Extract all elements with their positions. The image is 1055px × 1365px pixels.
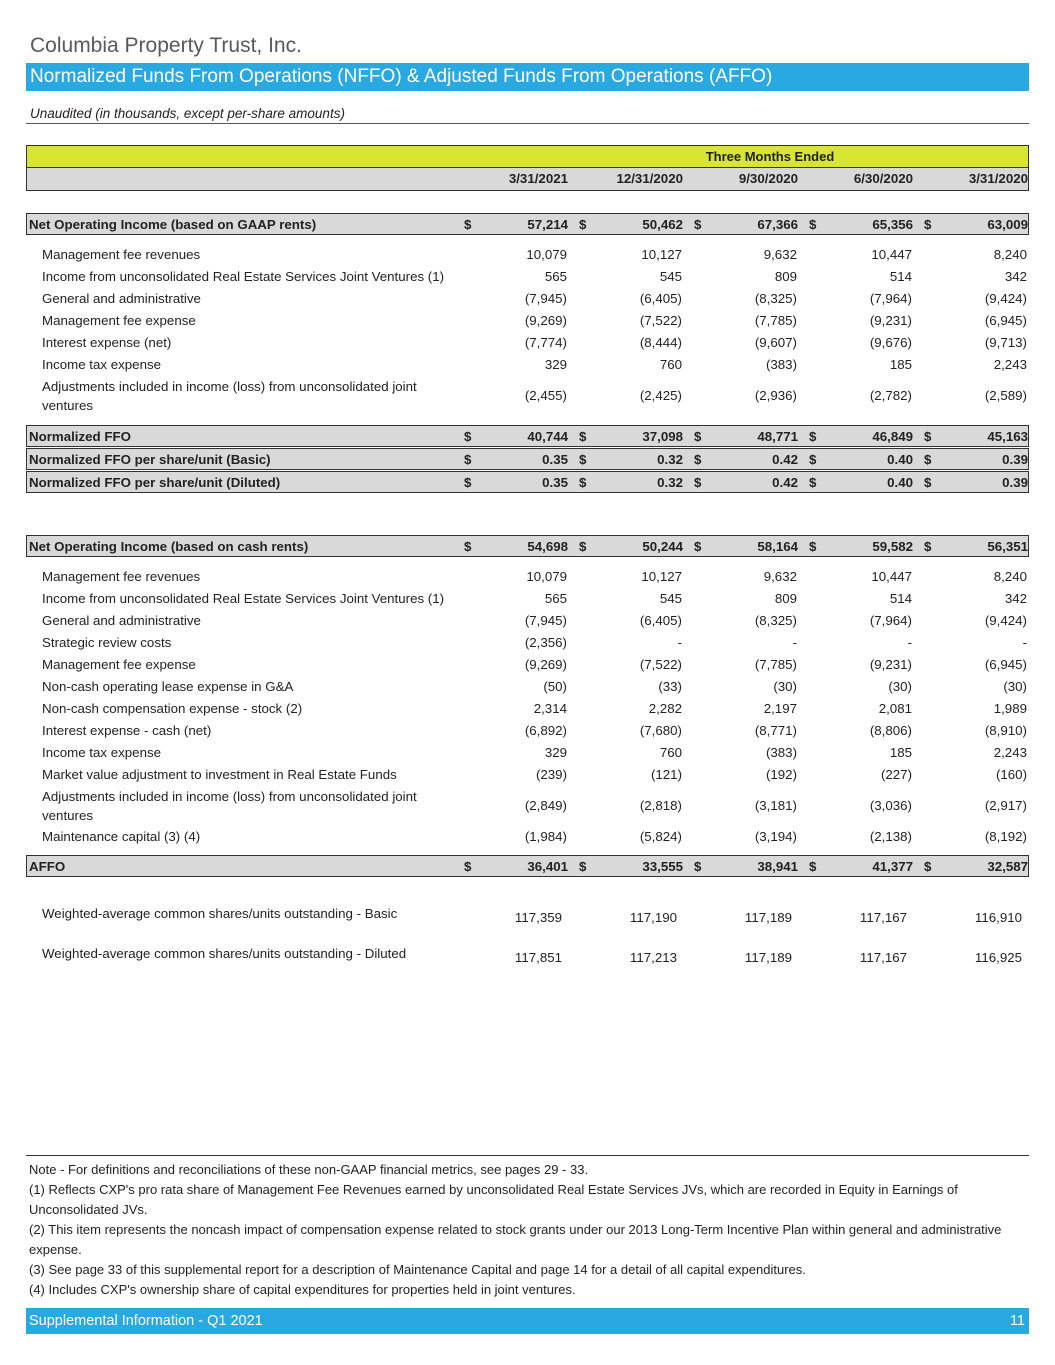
currency-symbol: $ bbox=[694, 217, 702, 232]
cell-value: 117,167 bbox=[859, 950, 907, 965]
currency-symbol: $ bbox=[579, 539, 587, 554]
row-label: Management fee expense bbox=[42, 313, 196, 328]
cell-value: (383) bbox=[765, 745, 797, 760]
cell-value: (30) bbox=[1003, 679, 1027, 694]
currency-symbol: $ bbox=[809, 429, 817, 444]
cell-value: 0.32 bbox=[657, 452, 683, 467]
row-label: Income from unconsolidated Real Estate Services Joint Ventures (1) bbox=[42, 269, 445, 284]
cell-value: 117,190 bbox=[629, 910, 677, 925]
row-label: Interest expense (net) bbox=[42, 335, 172, 350]
column-date: 3/31/2020 bbox=[968, 171, 1028, 186]
table-row bbox=[26, 588, 1029, 610]
footnote: (3) See page 33 of this supplemental report for a description of Maintenance Capital and page 14 for a detail of all capital expenditures. bbox=[29, 1262, 806, 1277]
row-label: Market value adjustment to investment in Real Estate Funds bbox=[42, 767, 397, 782]
cell-value: (8,771) bbox=[754, 723, 797, 738]
total-row bbox=[26, 448, 1029, 470]
currency-symbol: $ bbox=[579, 475, 587, 490]
cell-value: (7,945) bbox=[524, 613, 567, 628]
cell-value: (9,269) bbox=[524, 313, 567, 328]
currency-symbol: $ bbox=[464, 217, 472, 232]
cell-value: 38,941 bbox=[757, 859, 798, 874]
currency-symbol: $ bbox=[464, 539, 472, 554]
currency-symbol: $ bbox=[579, 452, 587, 467]
cell-value: (9,676) bbox=[869, 335, 912, 350]
cell-value: 9,632 bbox=[763, 569, 797, 584]
cell-value: (8,444) bbox=[639, 335, 682, 350]
currency-symbol: $ bbox=[924, 429, 932, 444]
currency-symbol: $ bbox=[579, 859, 587, 874]
subtitle-divider bbox=[26, 123, 1029, 124]
cell-value: (6,892) bbox=[524, 723, 567, 738]
cell-value: (50) bbox=[543, 679, 567, 694]
cell-value: (7,945) bbox=[524, 291, 567, 306]
row-label: Weighted-average common shares/units outstanding - Basic bbox=[42, 906, 398, 921]
cell-value: (6,405) bbox=[639, 291, 682, 306]
row-label: Adjustments included in income (loss) from unconsolidated joint ventures bbox=[42, 379, 417, 413]
currency-symbol: $ bbox=[809, 475, 817, 490]
cell-value: 185 bbox=[889, 357, 912, 372]
cell-value: (9,231) bbox=[869, 313, 912, 328]
cell-value: (9,713) bbox=[984, 335, 1027, 350]
cell-value: 1,989 bbox=[993, 701, 1027, 716]
cell-value: 514 bbox=[889, 591, 912, 606]
cell-value: 59,582 bbox=[872, 539, 913, 554]
cell-value: 0.42 bbox=[772, 452, 798, 467]
table-row bbox=[26, 676, 1029, 698]
cell-value: 0.39 bbox=[1002, 475, 1028, 490]
cell-value: 0.40 bbox=[887, 452, 913, 467]
cell-value: 0.39 bbox=[1002, 452, 1028, 467]
cell-value: 50,462 bbox=[642, 217, 683, 232]
cell-value: 10,079 bbox=[526, 247, 567, 262]
cell-value: 36,401 bbox=[527, 859, 568, 874]
cell-value: (2,917) bbox=[984, 798, 1027, 813]
cell-value: 0.35 bbox=[542, 475, 568, 490]
cell-value: (7,785) bbox=[754, 313, 797, 328]
cell-value: 2,081 bbox=[878, 701, 912, 716]
noi-gaap-row bbox=[26, 213, 1029, 235]
cell-value: (6,945) bbox=[984, 313, 1027, 328]
cell-value: (7,964) bbox=[869, 291, 912, 306]
cell-value: 329 bbox=[544, 745, 567, 760]
row-label: Maintenance capital (3) (4) bbox=[42, 829, 201, 844]
currency-symbol: $ bbox=[924, 539, 932, 554]
row-label: Management fee expense bbox=[42, 657, 196, 672]
cell-value: - bbox=[792, 635, 797, 650]
cell-value: (6,405) bbox=[639, 613, 682, 628]
cell-value: 809 bbox=[774, 269, 797, 284]
table-row bbox=[26, 720, 1029, 742]
cell-value: (7,680) bbox=[639, 723, 682, 738]
cell-value: (7,785) bbox=[754, 657, 797, 672]
company-name: Columbia Property Trust, Inc. bbox=[30, 34, 302, 57]
cell-value: 2,314 bbox=[533, 701, 567, 716]
cell-value: 10,079 bbox=[526, 569, 567, 584]
cell-value: 514 bbox=[889, 269, 912, 284]
cell-value: 2,243 bbox=[993, 745, 1027, 760]
footer-label: Supplemental Information - Q1 2021 bbox=[29, 1313, 263, 1329]
table-row bbox=[26, 332, 1029, 354]
table-row bbox=[26, 376, 1029, 416]
cell-value: 2,197 bbox=[763, 701, 797, 716]
row-label: Income from unconsolidated Real Estate Services Joint Ventures (1) bbox=[42, 591, 445, 606]
cell-value: (8,910) bbox=[984, 723, 1027, 738]
page-number: 11 bbox=[1009, 1313, 1025, 1329]
cell-value: (8,325) bbox=[754, 613, 797, 628]
cell-value: 0.32 bbox=[657, 475, 683, 490]
total-row bbox=[26, 425, 1029, 447]
column-date: 3/31/2021 bbox=[508, 171, 568, 186]
cell-value: 9,632 bbox=[763, 247, 797, 262]
currency-symbol: $ bbox=[694, 429, 702, 444]
currency-symbol: $ bbox=[464, 475, 472, 490]
row-label: Net Operating Income (based on cash rents) bbox=[29, 539, 309, 554]
shares-table bbox=[26, 907, 1029, 987]
cell-value: (192) bbox=[765, 767, 797, 782]
cell-value: 565 bbox=[544, 269, 567, 284]
cell-value: (8,325) bbox=[754, 291, 797, 306]
cell-value: 117,213 bbox=[629, 950, 677, 965]
cell-value: 117,167 bbox=[859, 910, 907, 925]
cell-value: (9,424) bbox=[984, 613, 1027, 628]
row-label: Normalized FFO per share/unit (Diluted) bbox=[29, 475, 281, 490]
cell-value: 8,240 bbox=[993, 247, 1027, 262]
cell-value: (2,356) bbox=[524, 635, 567, 650]
cell-value: (160) bbox=[995, 767, 1027, 782]
row-label: Net Operating Income (based on GAAP rents) bbox=[29, 217, 317, 232]
currency-symbol: $ bbox=[809, 452, 817, 467]
cell-value: 760 bbox=[659, 745, 682, 760]
cell-value: (3,181) bbox=[754, 798, 797, 813]
cell-value: (1,984) bbox=[524, 829, 567, 844]
currency-symbol: $ bbox=[924, 859, 932, 874]
cell-value: 41,377 bbox=[872, 859, 913, 874]
nffo-table bbox=[26, 213, 1029, 493]
cell-value: 37,098 bbox=[642, 429, 683, 444]
table-row bbox=[26, 826, 1029, 848]
affo-row bbox=[26, 855, 1029, 877]
cell-value: (3,194) bbox=[754, 829, 797, 844]
cell-value: 58,164 bbox=[757, 539, 798, 554]
cell-value: 2,243 bbox=[993, 357, 1027, 372]
cell-value: 57,214 bbox=[527, 217, 568, 232]
currency-symbol: $ bbox=[464, 452, 472, 467]
period-group-label: Three Months Ended bbox=[705, 149, 835, 164]
cell-value: (8,192) bbox=[984, 829, 1027, 844]
total-row bbox=[26, 471, 1029, 493]
table-row bbox=[26, 632, 1029, 654]
row-label: General and administrative bbox=[42, 613, 201, 628]
notes-divider bbox=[26, 1155, 1029, 1156]
currency-symbol: $ bbox=[464, 429, 472, 444]
cell-value: (9,424) bbox=[984, 291, 1027, 306]
footnotes bbox=[29, 1160, 1019, 1300]
shares-diluted-row bbox=[26, 947, 1029, 987]
cell-value: 32,587 bbox=[987, 859, 1028, 874]
cell-value: 50,244 bbox=[642, 539, 683, 554]
cell-value: 809 bbox=[774, 591, 797, 606]
cell-value: 117,359 bbox=[514, 910, 562, 925]
cell-value: (383) bbox=[765, 357, 797, 372]
cell-value: 342 bbox=[1004, 269, 1027, 284]
cell-value: - bbox=[1022, 635, 1027, 650]
cell-value: (3,036) bbox=[869, 798, 912, 813]
table-row bbox=[26, 786, 1029, 826]
footnote: (1) Reflects CXP's pro rata share of Management Fee Revenues earned by unconsolidated Real Estate Services JVs, which are recorded in Equity in Earnings of Unconsolidated JVs. bbox=[29, 1182, 958, 1217]
table-row bbox=[26, 764, 1029, 786]
row-label: Normalized FFO bbox=[29, 429, 131, 444]
cell-value: (7,774) bbox=[524, 335, 567, 350]
affo-table bbox=[26, 535, 1029, 877]
cell-value: (2,589) bbox=[984, 388, 1027, 403]
cell-value: 63,009 bbox=[987, 217, 1028, 232]
column-date: 9/30/2020 bbox=[738, 171, 798, 186]
cell-value: 45,163 bbox=[987, 429, 1028, 444]
cell-value: (30) bbox=[888, 679, 912, 694]
cell-value: (2,936) bbox=[754, 388, 797, 403]
table-row bbox=[26, 354, 1029, 376]
cell-value: 0.35 bbox=[542, 452, 568, 467]
cell-value: 117,189 bbox=[744, 950, 792, 965]
cell-value: (9,607) bbox=[754, 335, 797, 350]
row-label: Non-cash operating lease expense in G&A bbox=[42, 679, 294, 694]
footnote: Note - For definitions and reconciliations of these non-GAAP financial metrics, see pages 29 - 33. bbox=[29, 1162, 589, 1177]
cell-value: - bbox=[907, 635, 912, 650]
cell-value: 46,849 bbox=[872, 429, 913, 444]
table-row bbox=[26, 698, 1029, 720]
cell-value: 8,240 bbox=[993, 569, 1027, 584]
cell-value: 0.40 bbox=[887, 475, 913, 490]
currency-symbol: $ bbox=[809, 217, 817, 232]
footer-bar bbox=[26, 1308, 1029, 1334]
cell-value: 116,925 bbox=[974, 950, 1022, 965]
footnote: (2) This item represents the noncash impact of compensation expense related to stock grants under our 2013 Long-Term Incentive Plan within general and administrative expense. bbox=[29, 1222, 1002, 1257]
cell-value: 342 bbox=[1004, 591, 1027, 606]
row-label: Management fee revenues bbox=[42, 569, 201, 584]
cell-value: (2,138) bbox=[869, 829, 912, 844]
row-label: Non-cash compensation expense - stock (2) bbox=[42, 701, 303, 716]
cell-value: (121) bbox=[650, 767, 682, 782]
cell-value: 117,189 bbox=[744, 910, 792, 925]
table-row bbox=[26, 310, 1029, 332]
cell-value: 545 bbox=[659, 591, 682, 606]
cell-value: (2,425) bbox=[639, 388, 682, 403]
cell-value: (239) bbox=[535, 767, 567, 782]
cell-value: 117,851 bbox=[514, 950, 562, 965]
row-label: Interest expense - cash (net) bbox=[42, 723, 212, 738]
column-date: 12/31/2020 bbox=[616, 171, 683, 186]
table-row bbox=[26, 244, 1029, 266]
cell-value: (9,231) bbox=[869, 657, 912, 672]
row-label: Adjustments included in income (loss) from unconsolidated joint ventures bbox=[42, 789, 417, 823]
cell-value: (5,824) bbox=[639, 829, 682, 844]
currency-symbol: $ bbox=[809, 539, 817, 554]
currency-symbol: $ bbox=[694, 539, 702, 554]
cell-value: 54,698 bbox=[527, 539, 568, 554]
cell-value: 116,910 bbox=[974, 910, 1022, 925]
currency-symbol: $ bbox=[579, 217, 587, 232]
cell-value: (2,818) bbox=[639, 798, 682, 813]
cell-value: 40,744 bbox=[527, 429, 568, 444]
currency-symbol: $ bbox=[924, 452, 932, 467]
cell-value: 565 bbox=[544, 591, 567, 606]
currency-symbol: $ bbox=[694, 452, 702, 467]
cell-value: 33,555 bbox=[642, 859, 683, 874]
table-row bbox=[26, 566, 1029, 588]
cell-value: 65,356 bbox=[872, 217, 913, 232]
cell-value: (33) bbox=[658, 679, 682, 694]
currency-symbol: $ bbox=[809, 859, 817, 874]
date-header-row bbox=[26, 168, 1029, 191]
cell-value: 67,366 bbox=[757, 217, 798, 232]
shares-basic-row bbox=[26, 907, 1029, 947]
currency-symbol: $ bbox=[694, 475, 702, 490]
cell-value: - bbox=[677, 635, 682, 650]
cell-value: (7,964) bbox=[869, 613, 912, 628]
cell-value: 56,351 bbox=[987, 539, 1028, 554]
table-row bbox=[26, 288, 1029, 310]
cell-value: 329 bbox=[544, 357, 567, 372]
table-row bbox=[26, 266, 1029, 288]
cell-value: (227) bbox=[880, 767, 912, 782]
row-label: Weighted-average common shares/units outstanding - Diluted bbox=[42, 946, 407, 961]
currency-symbol: $ bbox=[924, 217, 932, 232]
cell-value: (2,455) bbox=[524, 388, 567, 403]
cell-value: (7,522) bbox=[639, 657, 682, 672]
cell-value: 2,282 bbox=[648, 701, 682, 716]
cell-value: (2,782) bbox=[869, 388, 912, 403]
row-label: Income tax expense bbox=[42, 745, 162, 760]
row-label: AFFO bbox=[29, 859, 66, 874]
row-label: Income tax expense bbox=[42, 357, 162, 372]
table-row bbox=[26, 654, 1029, 676]
cell-value: 760 bbox=[659, 357, 682, 372]
column-date: 6/30/2020 bbox=[853, 171, 913, 186]
footnote: (4) Includes CXP's ownership share of capital expenditures for properties held in joint ventures. bbox=[29, 1282, 576, 1297]
currency-symbol: $ bbox=[924, 475, 932, 490]
cell-value: 10,127 bbox=[641, 569, 682, 584]
currency-symbol: $ bbox=[579, 429, 587, 444]
page-title: Normalized Funds From Operations (NFFO) & Adjusted Funds From Operations (AFFO) bbox=[26, 63, 1029, 91]
cell-value: 545 bbox=[659, 269, 682, 284]
noi-cash-row bbox=[26, 535, 1029, 557]
cell-value: (2,849) bbox=[524, 798, 567, 813]
row-label: Normalized FFO per share/unit (Basic) bbox=[29, 452, 271, 467]
table-row bbox=[26, 742, 1029, 764]
cell-value: (30) bbox=[773, 679, 797, 694]
units-subtitle: Unaudited (in thousands, except per-share amounts) bbox=[30, 106, 345, 121]
table-row bbox=[26, 610, 1029, 632]
cell-value: 185 bbox=[889, 745, 912, 760]
row-label: General and administrative bbox=[42, 291, 201, 306]
period-group-header bbox=[26, 145, 1029, 168]
cell-value: (6,945) bbox=[984, 657, 1027, 672]
cell-value: (7,522) bbox=[639, 313, 682, 328]
row-label: Strategic review costs bbox=[42, 635, 172, 650]
cell-value: 10,447 bbox=[871, 569, 912, 584]
currency-symbol: $ bbox=[694, 859, 702, 874]
cell-value: (9,269) bbox=[524, 657, 567, 672]
cell-value: 10,127 bbox=[641, 247, 682, 262]
row-label: Management fee revenues bbox=[42, 247, 201, 262]
cell-value: 10,447 bbox=[871, 247, 912, 262]
currency-symbol: $ bbox=[464, 859, 472, 874]
cell-value: (8,806) bbox=[869, 723, 912, 738]
cell-value: 48,771 bbox=[757, 429, 798, 444]
cell-value: 0.42 bbox=[772, 475, 798, 490]
